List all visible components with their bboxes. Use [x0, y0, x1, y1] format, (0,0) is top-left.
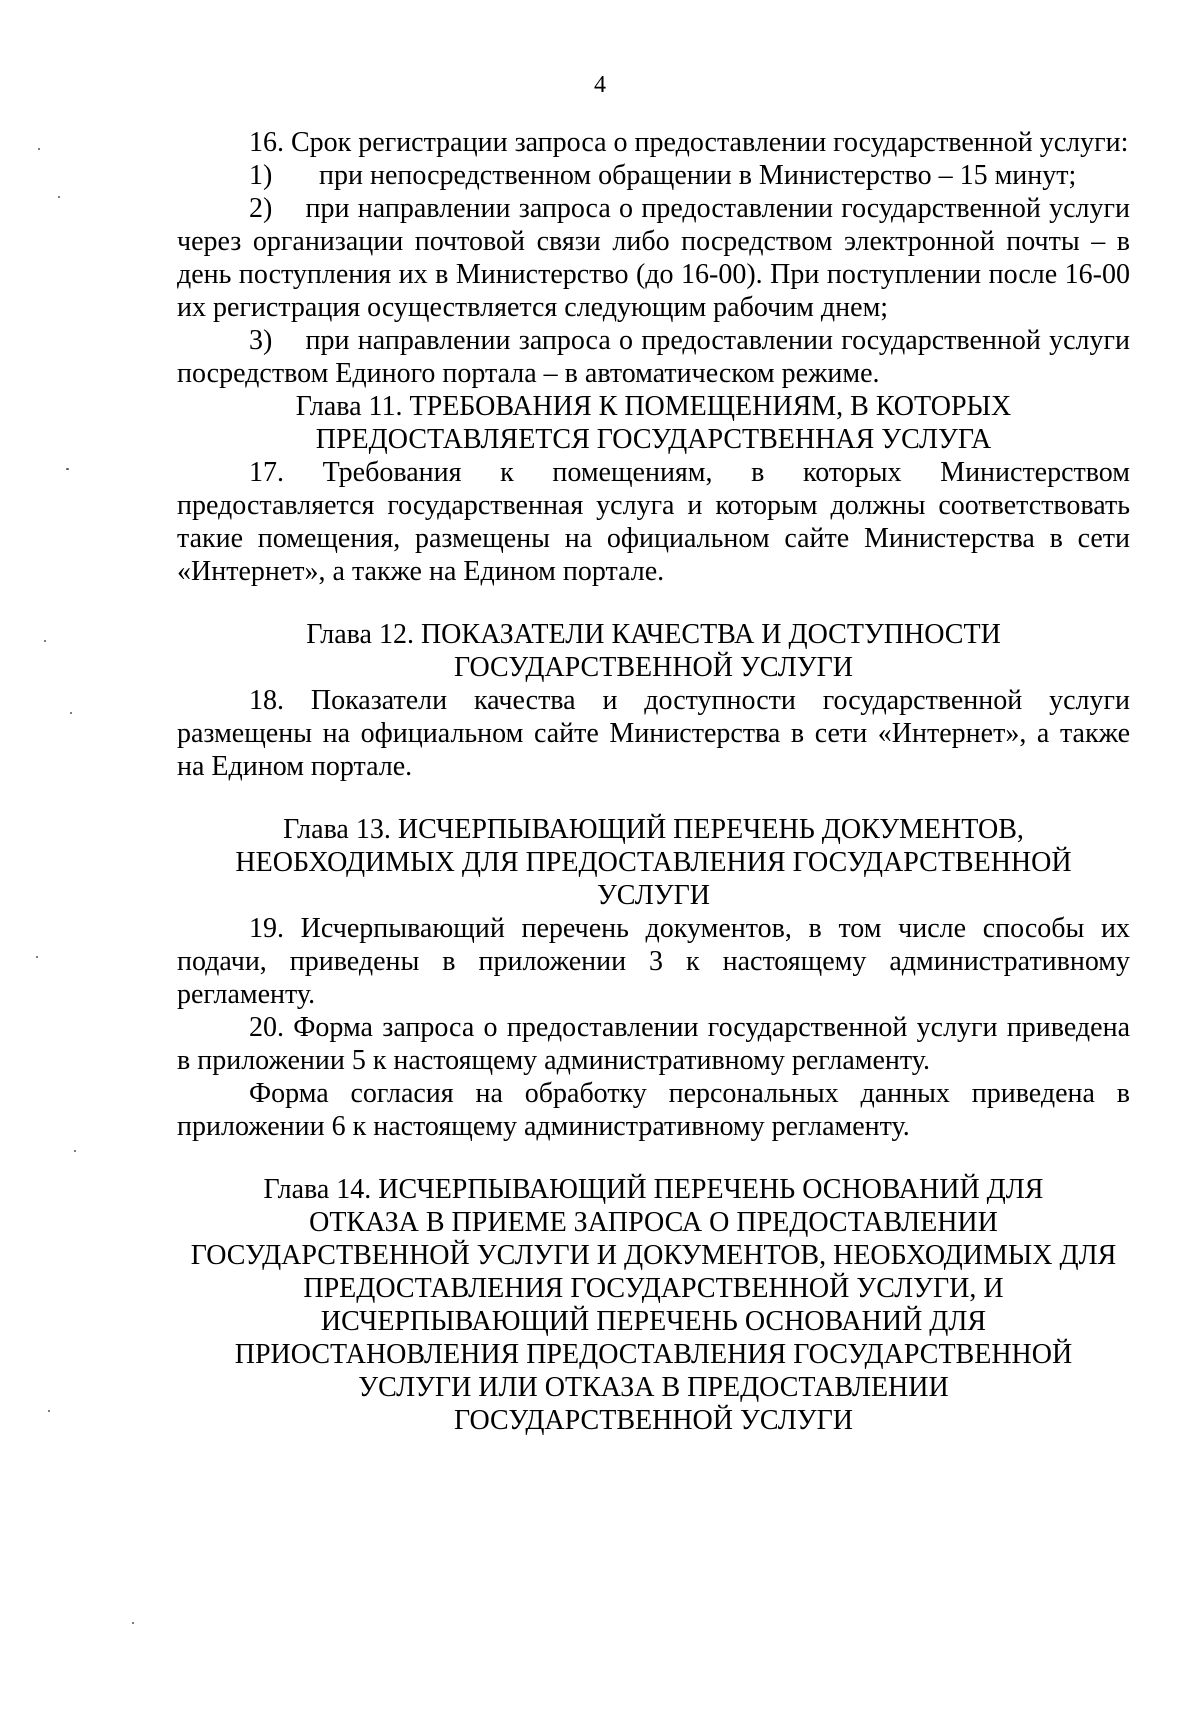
paragraph-20-consent: Форма согласия на обработку персональных данных приведена в приложении 6 к настоящему административному регламенту.	[177, 1078, 1130, 1142]
page-number: 4	[594, 72, 606, 98]
scan-speck	[74, 1150, 76, 1152]
heading-line: ПРИОСТАНОВЛЕНИЯ ПРЕДОСТАВЛЕНИЯ ГОСУДАРСТВЕННОЙ	[234, 1339, 1073, 1370]
list-item-2	[177, 192, 1130, 324]
scan-speck	[132, 1622, 134, 1624]
heading-line: ГОСУДАРСТВЕННОЙ УСЛУГИ	[453, 1405, 854, 1436]
heading-line: ПРЕДОСТАВЛЕНИЯ ГОСУДАРСТВЕННОЙ УСЛУГИ, И	[303, 1273, 1004, 1304]
list-item-number: 2)	[249, 193, 273, 224]
list-item-1	[177, 159, 1130, 192]
paragraph-18: 18. Показатели качества и доступности государственной услуги размещены на официальном сайте Министерства в сети «Интернет», а также на Едином портале.	[177, 685, 1130, 782]
heading-line: Глава 14. ИСЧЕРПЫВАЮЩИЙ ПЕРЕЧЕНЬ ОСНОВАНИЙ ДЛЯ	[263, 1174, 1044, 1205]
list-item-text: при направлении запроса о предоставлении государственной услуги посредством Единого портала – в автоматическом режиме.	[177, 325, 1130, 389]
paragraph-20: 20. Форма запроса о предоставлении государственной услуги приведена в приложении 5 к настоящему административному регламенту.	[177, 1012, 1130, 1076]
heading-line: ОТКАЗА В ПРИЕМЕ ЗАПРОСА О ПРЕДОСТАВЛЕНИИ	[309, 1207, 998, 1238]
heading-line: НЕОБХОДИМЫХ ДЛЯ ПРЕДОСТАВЛЕНИЯ ГОСУДАРСТВЕННОЙ	[235, 847, 1072, 878]
heading-line: ГОСУДАРСТВЕННОЙ УСЛУГИ	[453, 652, 854, 683]
heading-line: Глава 13. ИСЧЕРПЫВАЮЩИЙ ПЕРЕЧЕНЬ ДОКУМЕНТОВ,	[283, 814, 1024, 845]
scan-speck	[36, 956, 38, 958]
heading-line: Глава 12. ПОКАЗАТЕЛИ КАЧЕСТВА И ДОСТУПНОСТИ	[306, 619, 1001, 650]
heading-line: ПРЕДОСТАВЛЯЕТСЯ ГОСУДАРСТВЕННАЯ УСЛУГА	[315, 424, 992, 455]
heading-line: ГОСУДАРСТВЕННОЙ УСЛУГИ И ДОКУМЕНТОВ, НЕОБХОДИМЫХ ДЛЯ	[190, 1240, 1117, 1271]
chapter-12-heading	[177, 618, 1130, 684]
scan-speck	[66, 468, 69, 470]
paragraph-17: 17. Требования к помещениям, в которых Министерством предоставляется государственная услуга и которым должны соответствовать такие помещения, размещены на официальном сайте Министерства в сети «Интернет», а также на Едином портале.	[177, 457, 1130, 587]
heading-line: Глава 11. ТРЕБОВАНИЯ К ПОМЕЩЕНИЯМ, В КОТОРЫХ	[295, 391, 1012, 422]
list-item-text: при направлении запроса о предоставлении государственной услуги через организации почтовой связи либо посредством электронной почты – в день поступления их в Министерство (до 16-00). При поступлении после 16-00 их регистрация осуществляется следующим рабочим днем;	[177, 193, 1130, 323]
document-body	[177, 126, 1130, 1437]
scan-speck	[48, 1410, 50, 1412]
paragraph-19: 19. Исчерпывающий перечень документов, в том числе способы их подачи, приведены в приложении 3 к настоящему административному регламенту.	[177, 913, 1130, 1010]
list-item-text: при непосредственном обращении в Министерство – 15 минут;	[319, 160, 1077, 191]
heading-line: УСЛУГИ ИЛИ ОТКАЗА В ПРЕДОСТАВЛЕНИИ	[358, 1372, 949, 1403]
scan-speck	[44, 640, 46, 642]
paragraph-16-lead: 16. Срок регистрации запроса о предоставлении государственной услуги:	[249, 127, 1129, 158]
list-item-number: 1)	[249, 160, 273, 191]
chapter-14-heading	[177, 1173, 1130, 1437]
scan-speck	[38, 148, 40, 150]
chapter-11-heading	[177, 390, 1130, 456]
scan-speck	[58, 196, 60, 198]
heading-line: ИСЧЕРПЫВАЮЩИЙ ПЕРЕЧЕНЬ ОСНОВАНИЙ ДЛЯ	[320, 1306, 987, 1337]
scan-speck	[70, 712, 72, 714]
list-item-3	[177, 324, 1130, 390]
list-item-number: 3)	[249, 325, 273, 356]
chapter-13-heading	[177, 813, 1130, 912]
heading-line: УСЛУГИ	[596, 880, 711, 911]
